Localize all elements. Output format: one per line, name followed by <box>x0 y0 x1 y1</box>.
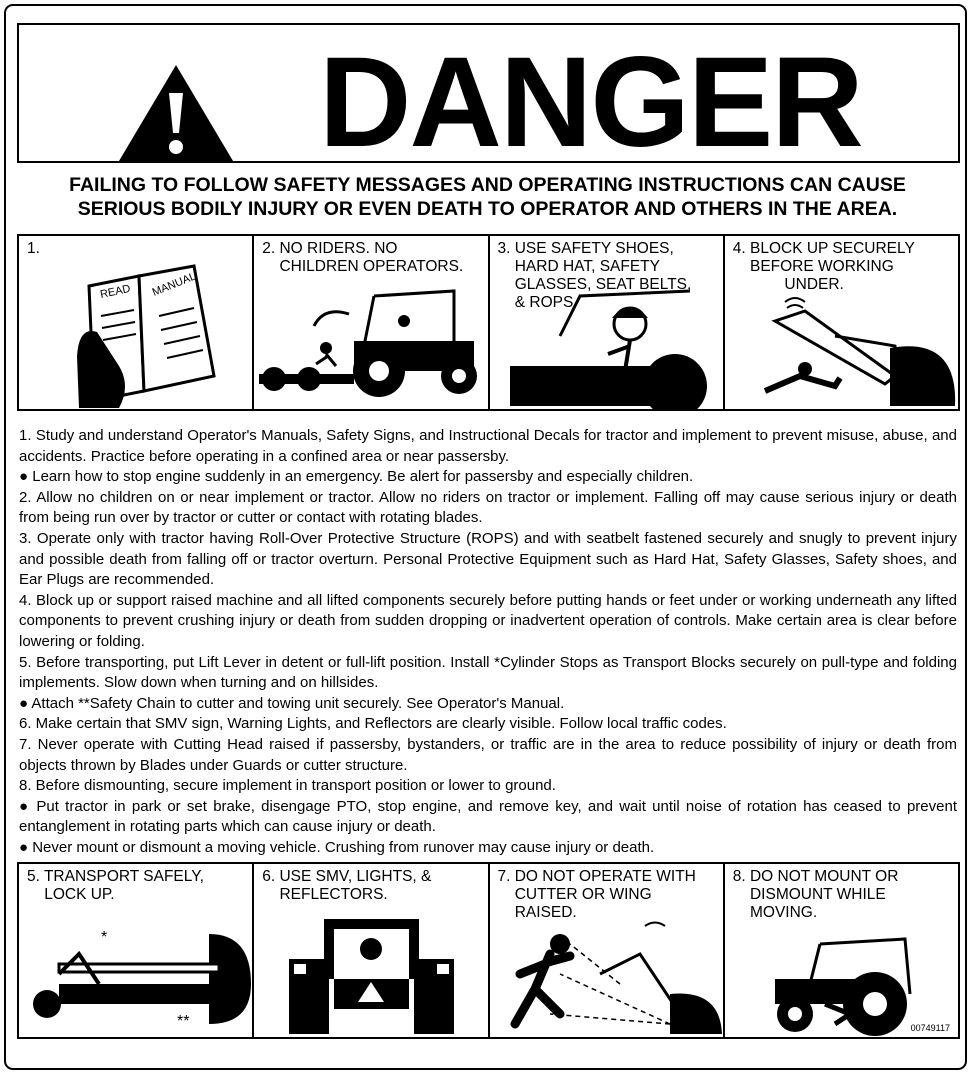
panel-caption: 3. USE SAFETY SHOES, HARD HAT, SAFETY GLASSES, SEAT BELTS, & ROPS. <box>497 240 692 311</box>
block-up-icon <box>725 236 958 409</box>
instruction-text: ● Never mount or dismount a moving vehicle. Crushing from runover may cause injury or death. <box>19 838 655 856</box>
instruction-text: 1. Study and understand Operator's Manuals, Safety Signs, and Instructional Decals for tractor and implement to prevent misuse, abuse, and accidents. Practice before operating in a confined area or near passersby. <box>19 427 957 465</box>
panel-do-not-mount <box>725 864 958 1037</box>
panel-caption: 5. TRANSPORT SAFELY, LOCK UP. <box>27 868 204 903</box>
instruction-text: ● Attach **Safety Chain to cutter and towing unit securely. See Operator's Manual. <box>19 694 565 712</box>
panel-caption: 7. DO NOT OPERATE WITH CUTTER OR WING RAISED. <box>497 868 696 921</box>
book-title-left: READ <box>99 282 132 301</box>
instruction-text: 2. Allow no children on or near implement or tractor. Allow no riders on tractor or implement. Falling off may cause serious injury or death from being run over by tractor or cutter or contact with rotating blades. <box>19 488 957 527</box>
cylinder-stop-mark: * <box>101 929 108 946</box>
thrown-objects-icon <box>490 864 730 1037</box>
panel-caption: 4. BLOCK UP SECURELY BEFORE WORKING UNDER. <box>732 240 915 293</box>
panel-caption: 8. DO NOT MOUNT OR DISMOUNT WHILE MOVING. <box>732 868 899 921</box>
panel-transport-safely <box>19 864 254 1037</box>
panel-safety-gear <box>490 236 725 409</box>
instruction-text: ● Learn how to stop engine suddenly in an emergency. Be alert for passersby and especially children. <box>19 468 694 486</box>
instruction-text: 5. Before transporting, put Lift Lever in detent or full-lift position. Install *Cylinder Stops as Transport Blocks securely on pull-type and folding implements. Slow down when turning and on hillsides. <box>19 653 957 692</box>
panel-caption: 2. NO RIDERS. NO CHILDREN OPERATORS. <box>262 240 464 275</box>
safety-chain-mark: ** <box>177 1013 190 1030</box>
instruction-text: ● Put tractor in park or set brake, disengage PTO, stop engine, and remove key, and wait until noise of rotation has ceased to prevent entanglement in rotating parts which can cause injury or death. <box>19 797 957 836</box>
instruction-text: 4. Block up or support raised machine and all lifted components securely before putting hands or feet under or working underneath any lifted components to prevent crushing injury or death from sudden dropping or inadvertent operation of controls. Make certain area is clear before lowering or folding. <box>19 591 957 650</box>
transport-lockup-icon <box>19 864 251 1037</box>
book-title-right: MANUAL <box>150 270 198 299</box>
bottom-pictogram-row <box>17 862 960 1039</box>
headline-line-2: SERIOUS BODILY INJURY OR EVEN DEATH TO OPERATOR AND OTHERS IN THE AREA. <box>77 198 898 220</box>
panel-cutter-raised <box>490 864 725 1037</box>
panel-read-manual <box>19 236 254 409</box>
read-manual-icon <box>19 236 239 409</box>
instruction-text: 7. Never operate with Cutting Head raised if passersby, bystanders, or traffic are in the area to reduce possibility of injury or death from objects thrown by Blades under Guards or cutter structure. <box>19 735 957 774</box>
panel-smv-lights <box>254 864 489 1037</box>
part-number: 00749117 <box>910 1023 950 1033</box>
smv-lights-icon <box>254 864 489 1037</box>
safety-instructions <box>19 426 957 858</box>
danger-title: DANGER <box>319 31 862 174</box>
panel-no-riders <box>254 236 489 409</box>
top-pictogram-row <box>17 234 960 411</box>
instruction-text: 8. Before dismounting, secure implement in transport position or lower to ground. <box>19 777 556 795</box>
panel-block-up <box>725 236 958 409</box>
headline-line-1: FAILING TO FOLLOW SAFETY MESSAGES AND OPERATING INSTRUCTIONS CAN CAUSE <box>69 174 906 196</box>
no-riders-tractor-icon <box>254 236 502 409</box>
operator-ppe-icon <box>490 236 730 409</box>
instruction-text: 6. Make certain that SMV sign, Warning Lights, and Reflectors are clearly visible. Follow local traffic codes. <box>19 715 727 733</box>
panel-caption: 6. USE SMV, LIGHTS, & REFLECTORS. <box>262 868 432 903</box>
instruction-text: 3. Operate only with tractor having Roll-Over Protective Structure (ROPS) and with seatbelt fastened securely and snugly to prevent injury and possible death from falling off or tractor overturn. Personal Protective Equipment such as Hard Hat, Safety Glasses, Safety shoes, and Ear Plugs are recommended. <box>19 529 957 589</box>
runover-icon <box>725 864 958 1037</box>
warning-triangle-icon <box>117 63 235 163</box>
panel-caption: 1. <box>27 240 40 257</box>
danger-banner <box>17 23 960 174</box>
